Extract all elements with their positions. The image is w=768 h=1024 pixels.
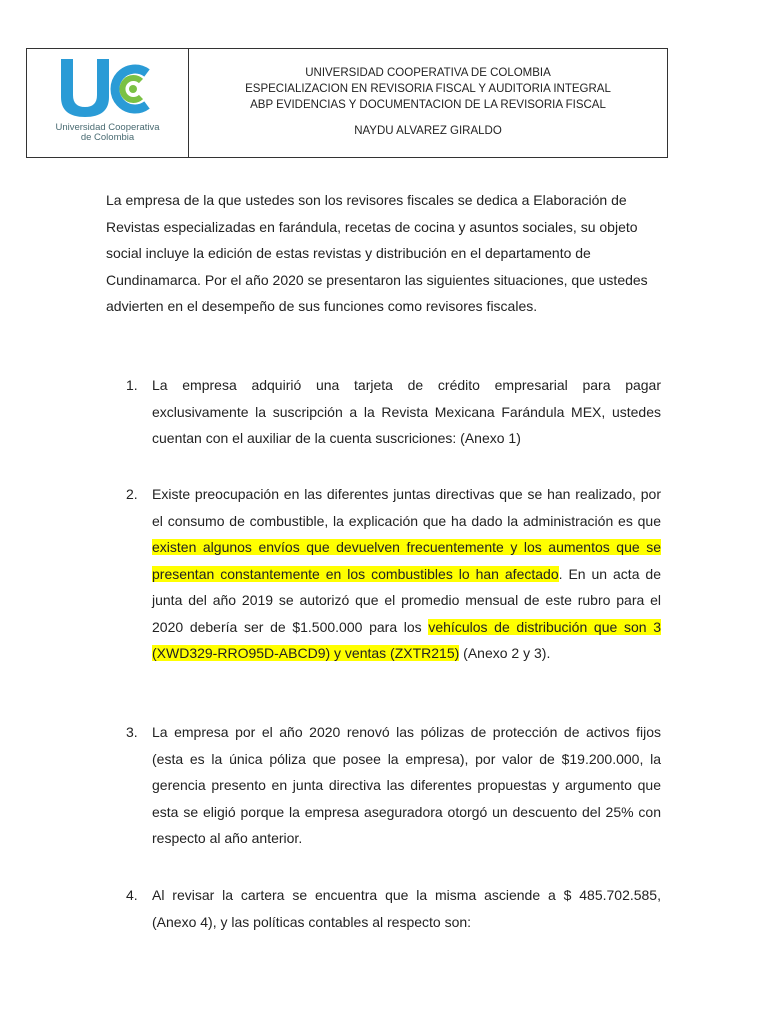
logo-text-line1: Universidad Cooperativa	[55, 122, 160, 133]
list-item-text: La empresa por el año 2020 renovó las pólizas de protección de activos fijos (esta es la única póliza que posee la empresa), por valor de $19.200.000, la gerencia presento en junta directiva las diferentes propuestas y argumento que esta se eligió porque la empresa aseguradora otorgó un descuento del 25% con respecto al año anterior.	[152, 724, 661, 846]
ucc-logo-icon	[55, 55, 163, 121]
list-item-number: 4.	[126, 887, 138, 903]
header-title-line1: UNIVERSIDAD COOPERATIVA DE COLOMBIA	[305, 67, 551, 79]
list-item-text-part: . En un acta de junta del año 2019 se autorizó que el promedio mensual de este rubro para el 2020 debería ser de $1.500.000 para los	[152, 565, 661, 635]
header-title-line2: ESPECIALIZACION EN REVISORIA FISCAL Y AUDITORIA INTEGRAL	[245, 83, 611, 95]
intro-paragraph: La empresa de la que ustedes son los revisores fiscales se dedica a Elaboración de Revistas especializadas en farándula, recetas de cocina y asuntos sociales, su objeto social incluye la edición de estas revistas y distribución en el departamento de Cundinamarca. Por el año 2020 se presentaron las siguientes situaciones, que ustedes advierten en el desempeño de sus funciones como revisores fiscales.	[106, 192, 648, 314]
list-item-text: Al revisar la cartera se encuentra que la misma asciende a $ 485.702.585, (Anexo 4), y las políticas contables al respecto son:	[152, 887, 661, 930]
list-item-text-part: (Anexo 2 y 3).	[459, 645, 551, 661]
university-logo	[27, 49, 189, 157]
document-header	[26, 48, 668, 158]
list-item-text	[152, 481, 661, 667]
header-title-block	[189, 49, 667, 157]
logo-text-line2: de Colombia	[80, 132, 135, 143]
header-author: NAYDU ALVAREZ GIRALDO	[354, 125, 502, 137]
highlighted-text: existen algunos envíos que devuelven frecuentemente y los aumentos que se presentan constantemente en los combustibles lo han afectado	[152, 539, 661, 582]
list-item-number: 1.	[126, 377, 138, 393]
header-title-line3: ABP EVIDENCIAS Y DOCUMENTACION DE LA REVISORIA FISCAL	[250, 99, 606, 111]
list-item-text: La empresa adquirió una tarjeta de crédito empresarial para pagar exclusivamente la suscripción a la Revista Mexicana Farándula MEX, ustedes cuentan con el auxiliar de la cuenta suscriciones: (Anexo 1)	[152, 377, 661, 446]
highlighted-text: vehículos de distribución que son 3 (XWD329-RRO95D-ABCD9) y ventas (ZXTR215)	[152, 618, 661, 661]
list-item-text-part: Existe preocupación en las diferentes juntas directivas que se han realizado, por el consumo de combustible, la explicación que ha dado la administración es que	[152, 486, 661, 529]
list-item-number: 3.	[126, 724, 138, 740]
list-item-number: 2.	[126, 486, 138, 502]
